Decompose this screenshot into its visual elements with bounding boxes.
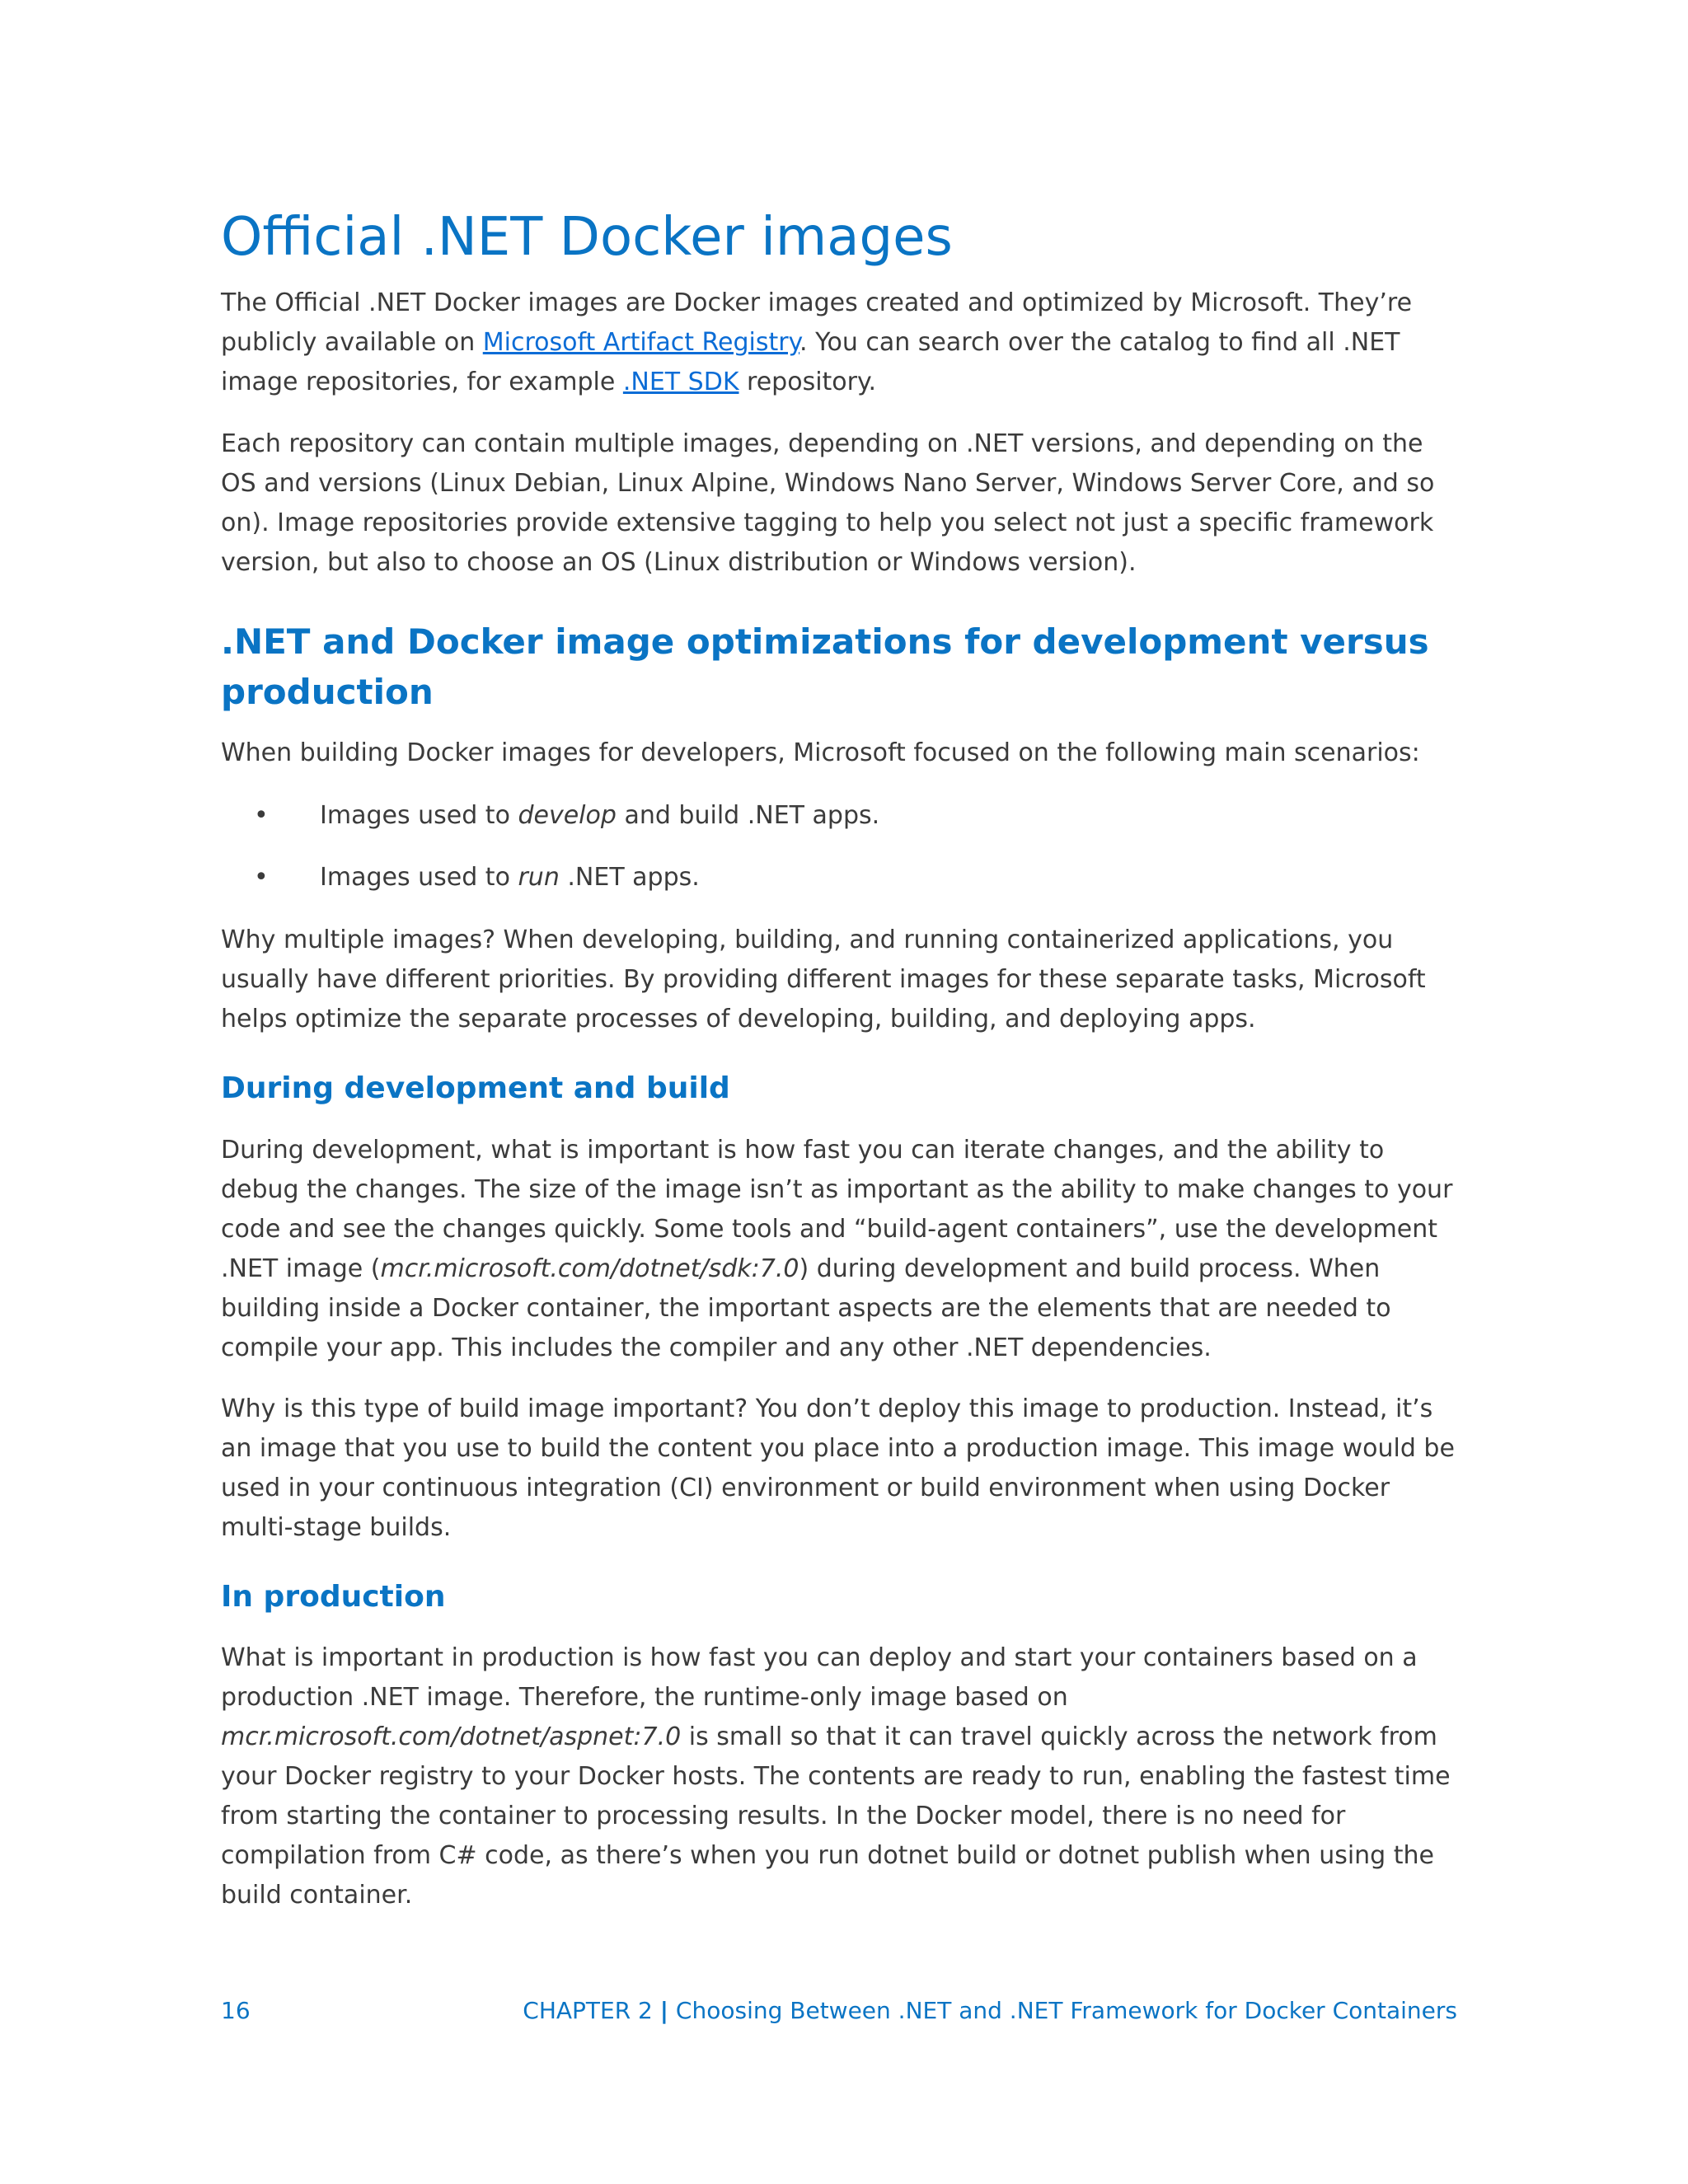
chapter-title: CHAPTER 2 | Choosing Between .NET and .NET Framework for Docker Containers	[523, 1997, 1457, 2024]
section-heading-optimizations: .NET and Docker image optimizations for development versus production	[221, 621, 1429, 712]
section-heading-production: In production	[221, 1580, 446, 1614]
development-paragraph-1: During development, what is important is how fast you can iterate changes, and the ability to debug the changes. The size of the image isn’t as important as the ability to make changes to your code and see the changes quickly. Some tools and “build-agent containers”, use the development .NET image (mcr.microsoft.com/dotnet/sdk:7.0) during development and build process. When building inside a Docker container, the important aspects are the elements that are needed to compile your app. This includes the compiler and any other .NET dependencies.	[221, 1136, 1453, 1362]
section-heading-development-build: During development and build	[221, 1071, 730, 1105]
intro-paragraph-2: Each repository can contain multiple images, depending on .NET versions, and depending on the OS and versions (Linux Debian, Linux Alpine, Windows Nano Server, Windows Server Core, and so on). Image repositories provide extensive tagging to help you select not just a specific framework version, but also to choose an OS (Linux distribution or Windows version).	[221, 429, 1435, 577]
development-paragraph-2: Why is this type of build image important? You don’t deploy this image to production. Instead, it’s an image that you use to build the content you place into a production image. This image would be used in your continuous integration (CI) environment or build environment when using Docker multi-stage builds.	[221, 1394, 1455, 1542]
production-paragraph: What is important in production is how fast you can deploy and start your containers based on a production .NET image. Therefore, the runtime-only image based on mcr.microsoft.com/dotnet/aspnet:7.0 is small so that it can travel quickly across the network from your Docker registry to your Docker hosts. The contents are ready to run, enabling the fastest time from starting the container to processing results. In the Docker model, there is no need for compilation from C# code, as there’s when you run dotnet build or dotnet publish when using the build container.	[221, 1643, 1451, 1910]
page-title: Official .NET Docker images	[221, 207, 953, 268]
microsoft-artifact-registry-link[interactable]: Microsoft Artifact Registry	[482, 328, 800, 357]
intro-paragraph-1: The Official .NET Docker images are Docker images created and optimized by Microsoft. They’re publicly available on Microsoft Artifact Registry. You can search over the catalog to find all .NET image repositories, for example .NET SDK repository.	[221, 288, 1413, 396]
footer-separator: |	[659, 1997, 669, 2024]
page-number: 16	[221, 1997, 251, 2024]
why-multiple-images-paragraph: Why multiple images? When developing, building, and running containerized applications, you usually have different priorities. By providing different images for these separate tasks, Microsoft helps optimize the separate processes of developing, building, and deploying apps.	[221, 926, 1426, 1033]
net-sdk-link[interactable]: .NET SDK	[622, 368, 739, 396]
bullet-icon: •	[254, 801, 269, 830]
bullet-icon: •	[254, 863, 269, 892]
section1-lead-paragraph: When building Docker images for developers, Microsoft focused on the following main scenarios:	[221, 738, 1420, 767]
